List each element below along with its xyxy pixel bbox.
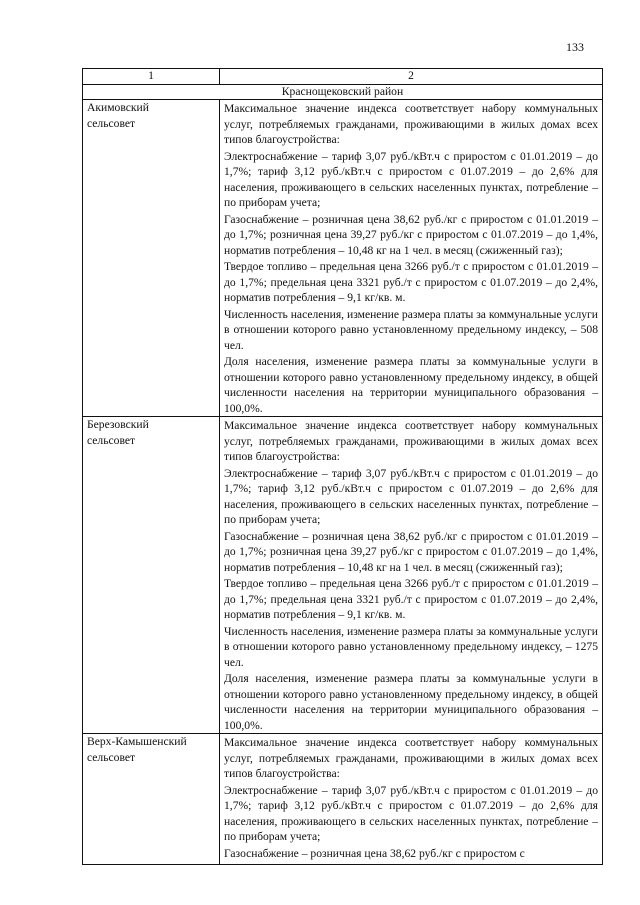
table-row [83,417,603,734]
paragraph: Доля населения, изменение размера платы за коммунальные услуги в отношении которого равно установленному предельному индексу, в общей численности населения на территории муниципального образования – 100,0%. [224,672,598,732]
index-description [220,734,603,865]
paragraph: Твердое топливо – предельная цена 3266 руб./т с приростом с 01.01.2019 – до 1,7%; предельная цена 3321 руб./т с приростом с 01.07.2019 – до 2,4%, норматив потребления – 9,1 кг/кв. м. [224,260,598,304]
paragraph: Доля населения, изменение размера платы за коммунальные услуги в отношении которого равно установленному предельному индексу, в общей численности населения на территории муниципального образования – 100,0%. [224,355,598,415]
district-title: Краснощековский район [83,85,603,100]
paragraph: Электроснабжение – тариф 3,07 руб./кВт.ч с приростом с 01.01.2019 – до 1,7%; тариф 3,12 руб./кВт.ч с приростом с 01.07.2019 – до 2,6% для населения, проживающего в сельских населенных пунктах, потребление – по приборам учета; [224,466,598,526]
municipality-name-line: Верх-Камышенский [87,735,187,748]
page-number: 133 [566,40,584,54]
index-description [220,417,603,734]
paragraph: Численность населения, изменение размера платы за коммунальные услуги в отношении которого равно установленному предельному индексу, – 1275 чел. [224,624,598,669]
paragraph: Электроснабжение – тариф 3,07 руб./кВт.ч с приростом с 01.01.2019 – до 1,7%; тариф 3,12 руб./кВт.ч с приростом с 01.07.2019 – до 2,6% для населения, проживающего в сельских населенных пунктах, потребление – по приборам учета; [224,149,598,209]
municipality-name [83,734,220,865]
municipality-name [83,417,220,734]
column-header-1: 1 [83,69,220,85]
table-row [83,734,603,865]
header-row [83,69,603,85]
paragraph: Максимальное значение индекса соответствует набору коммунальных услуг, потребляемых гражданами, проживающими в жилых домах всех типов благоустройства: [224,102,598,146]
paragraph: Газоснабжение – розничная цена 38,62 руб./кг с приростом с 01.01.2019 – до 1,7%; розничная цена 39,27 руб./кг с приростом с 01.07.2019 – до 1,4%, норматив потребления – 10,48 кг на 1 чел. в месяц (сжиженный газ); [224,529,598,574]
table-row [83,100,603,417]
clipped-cell-content [224,734,598,864]
district-row [83,85,603,100]
municipality-name-line: сельсовет [87,116,136,130]
paragraph: Численность населения, изменение размера платы за коммунальные услуги в отношении которого равно установленному предельному индексу, – 508 чел. [224,307,598,352]
municipality-name-line: сельсовет [87,433,136,447]
paragraph: Электроснабжение – тариф 3,07 руб./кВт.ч с приростом с 01.01.2019 – до 1,7%; тариф 3,12 руб./кВт.ч с приростом с 01.07.2019 – до 2,6% для населения, проживающего в сельских населенных пунктах, потребление – по приборам учета; [224,783,598,843]
municipality-name-line: Акимовский [87,101,149,114]
municipality-name-line: Березовский [87,418,149,431]
municipality-name [83,100,220,417]
index-table [82,68,603,865]
paragraph: Максимальное значение индекса соответствует набору коммунальных услуг, потребляемых гражданами, проживающими в жилых домах всех типов благоустройства: [224,419,598,463]
paragraph: Газоснабжение – розничная цена 38,62 руб./кг с приростом с [224,846,525,860]
municipality-name-line: сельсовет [87,750,136,764]
paragraph: Газоснабжение – розничная цена 38,62 руб./кг с приростом с 01.01.2019 – до 1,7%; розничная цена 39,27 руб./кг с приростом с 01.07.2019 – до 1,4%, норматив потребления – 10,48 кг на 1 чел. в месяц (сжиженный газ); [224,212,598,257]
column-header-2: 2 [220,69,603,85]
paragraph: Максимальное значение индекса соответствует набору коммунальных услуг, потребляемых гражданами, проживающими в жилых домах всех типов благоустройства: [224,736,598,780]
index-description [220,100,603,417]
paragraph: Твердое топливо – предельная цена 3266 руб./т с приростом с 01.01.2019 – до 1,7%; предельная цена 3321 руб./т с приростом с 01.07.2019 – до 2,4%, норматив потребления – 9,1 кг/кв. м. [224,577,598,621]
